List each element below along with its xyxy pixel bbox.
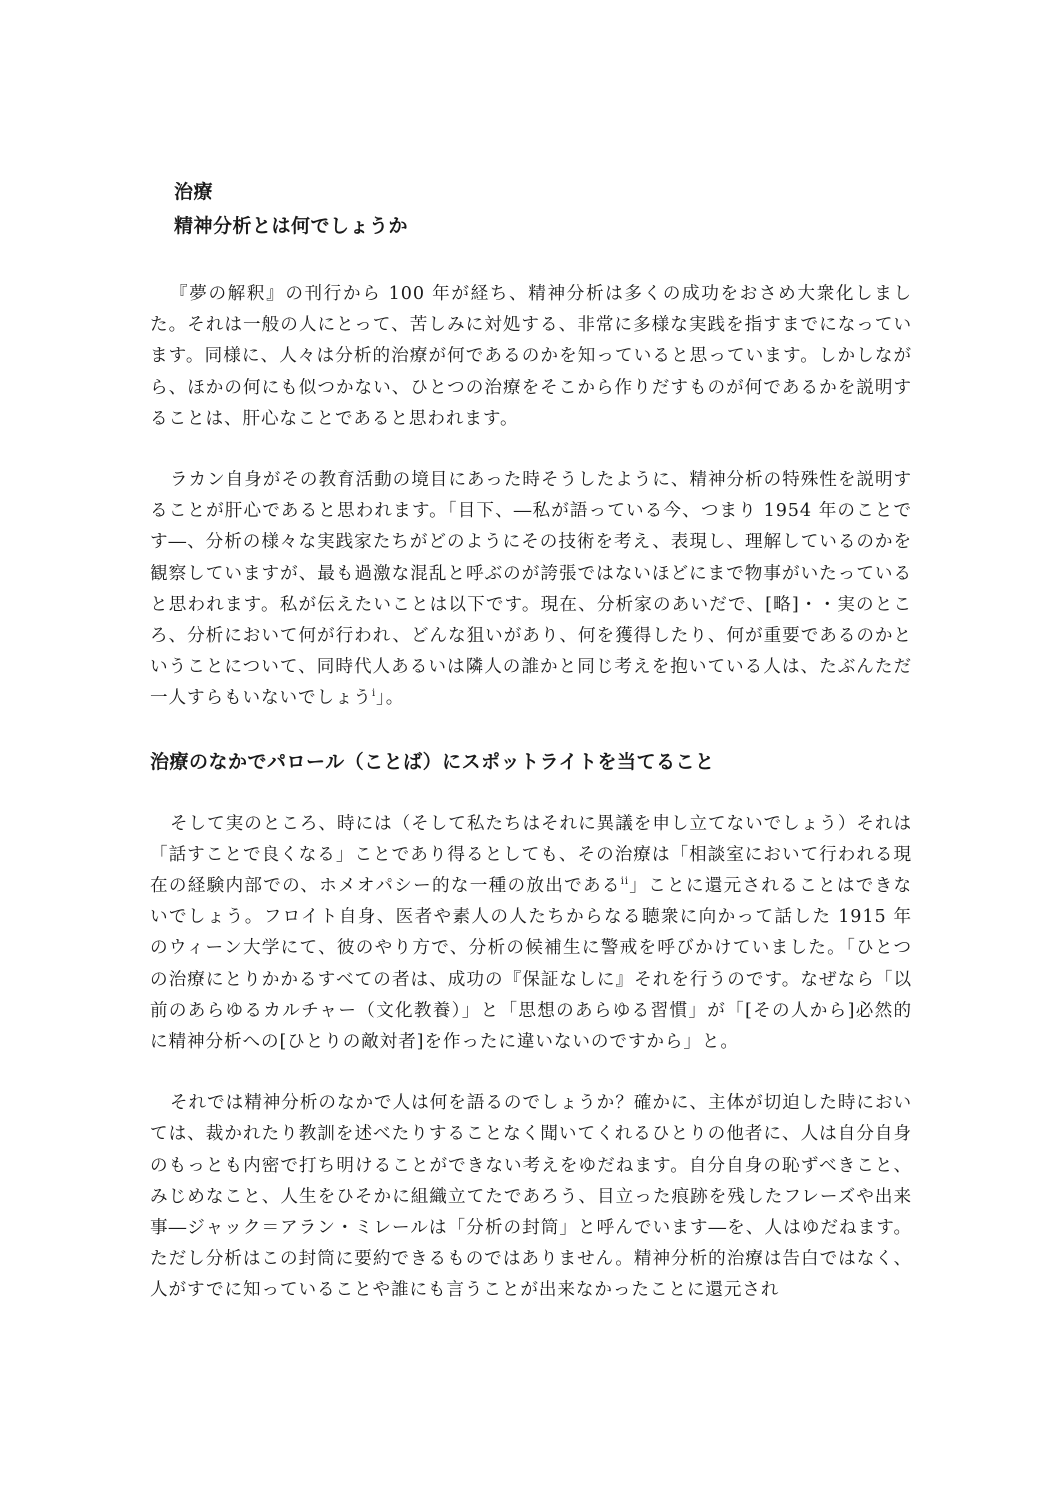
paragraph-3-end: 」ことに還元されることはできないでしょう。フロイト自身、医者や素人の人たちからなる聴衆に向かって話した 1915 年のウィーン大学にて、彼のやり方で、分析の候補生に警戒を呼びかけていました。「ひとつの治療にとりかかるすべての者は、成功の『保証なしに』それを行うのです。なぜなら「以前のあらゆるカルチャー（文化教養）」と「思想のあらゆる習慣」が「[その人から]必然的に精神分析への[ひとりの敵対者]を作ったに違いないのですから」と。 xyxy=(150,876,912,1053)
paragraph-4: それでは精神分析のなかで人は何を語るのでしょうか？確かに、主体が切迫した時においては、裁かれたり教訓を述べたりすることなく聞いてくれるひとりの他者に、人は自分自身のもっとも内密で打ち明けることができない考えをゆだねます。自分自身の恥ずべきこと、みじめなこと、人生をひそかに組織立てたであろう、目立った痕跡を残したフレーズや出来事―ジャック＝アラン・ミレールは「分析の封筒」と呼んでいます―を、人はゆだねます。ただし分析はこの封筒に要約できるものではありません。精神分析的治療は告白ではなく、人がすでに知っていることや誰にも言うことが出来なかったことに還元され xyxy=(150,1093,912,1301)
footnote-marker-ii: ii xyxy=(620,876,629,888)
paragraph-2-end: 」。 xyxy=(376,688,405,709)
section-title: 治療 xyxy=(174,181,214,203)
paragraph-3 xyxy=(150,809,912,1059)
subtitle: 精神分析とは何でしょうか xyxy=(174,215,409,237)
section-2-title: 治療のなかでパロール（ことば）にスポットライトを当てること xyxy=(150,750,715,773)
paragraph-2-text: ラカン自身がその教育活動の境目にあった時そうしたように、精神分析の特殊性を説明することが肝心であると思われます。「目下、―私が語っている今、つまり 1954 年のことです―、分析の様々な実践家たちがどのようにその技術を考え、表現し、理解しているのかを観察していますが、最も過激な混乱と呼ぶのが誇張ではないほどにまで物事がいたっていると思われます。私が伝えたいことは以下です。現在、分析家のあいだで、[略]・・実のところ、分析において何が行われ、どんな狙いがあり、何を獲得したり、何が重要であるのかということについて、同時代人あるいは隣人の誰かと同じ考えを抱いている人は、たぶんただ一人すらもいないでしょう xyxy=(150,470,912,709)
paragraph-3-text: そして実のところ、時には（そして私たちはそれに異議を申し立てないでしょう）それは「話すことで良くなる」ことであり得るとしても、その治療は「相談室において行われる現在の経験内部での、ホメオパシー的な一種の放出である xyxy=(150,813,912,897)
paragraph-2 xyxy=(150,465,912,715)
paragraph-1: 『夢の解釈』の刊行から 100 年が経ち、精神分析は多くの成功をおさめ大衆化しました。それは一般の人にとって、苦しみに対処する、非常に多様な実践を指すまでになっています。同様に、人々は分析的治療が何であるのかを知っていると思っています。しかしながら、ほかの何にも似つかない、ひとつの治療をそこから作りだすものが何であるかを説明することは、肝心なことであると思われます。 xyxy=(150,284,912,429)
document-page xyxy=(150,175,912,1307)
footnote-marker-i: i xyxy=(371,688,377,700)
